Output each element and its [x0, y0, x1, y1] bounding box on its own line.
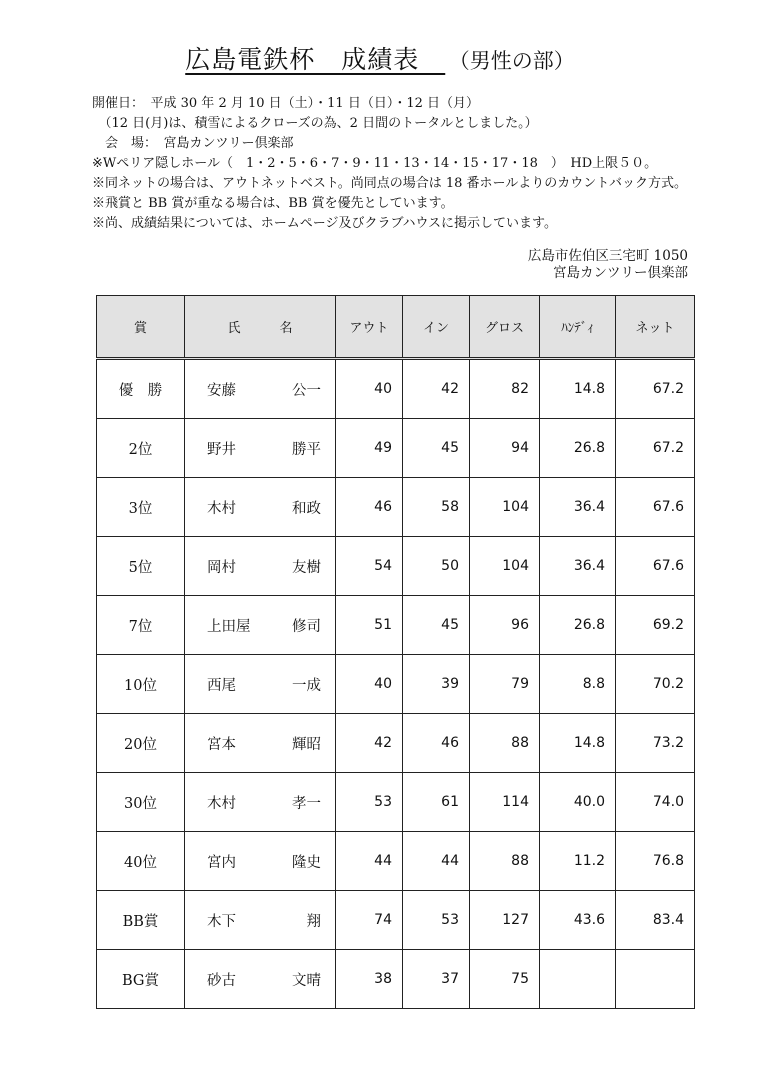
award-cell: 5位	[97, 537, 185, 596]
name-cell	[185, 596, 336, 655]
header-gross: グロス	[470, 296, 540, 359]
header-handicap: ﾊﾝﾃﾞｨ	[540, 296, 616, 359]
name-cell	[185, 891, 336, 950]
in-score: 42	[403, 359, 470, 419]
table-body	[97, 359, 695, 1009]
out-score: 44	[336, 832, 403, 891]
net-score: 67.6	[616, 537, 695, 596]
handicap: 14.8	[540, 714, 616, 773]
in-score: 39	[403, 655, 470, 714]
out-score: 74	[336, 891, 403, 950]
name-cell	[185, 773, 336, 832]
in-score: 45	[403, 596, 470, 655]
table-row	[97, 950, 695, 1009]
in-score: 46	[403, 714, 470, 773]
gross-score: 127	[470, 891, 540, 950]
table-row	[97, 359, 695, 419]
out-score: 40	[336, 655, 403, 714]
given-name: 友樹	[292, 559, 321, 576]
in-score: 45	[403, 419, 470, 478]
table-row	[97, 596, 695, 655]
header-award: 賞	[97, 296, 185, 359]
name-cell	[185, 950, 336, 1009]
net-score: 67.6	[616, 478, 695, 537]
handicap: 14.8	[540, 359, 616, 419]
address-block	[528, 248, 688, 282]
in-score: 53	[403, 891, 470, 950]
handicap: 26.8	[540, 419, 616, 478]
header-out: アウト	[336, 296, 403, 359]
gross-score: 79	[470, 655, 540, 714]
net-score: 76.8	[616, 832, 695, 891]
out-score: 49	[336, 419, 403, 478]
out-score: 53	[336, 773, 403, 832]
net-score: 67.2	[616, 419, 695, 478]
page-title	[0, 40, 760, 76]
table-row	[97, 537, 695, 596]
family-name: 野井	[207, 441, 236, 458]
event-info	[92, 94, 687, 234]
out-score: 38	[336, 950, 403, 1009]
handicap: 26.8	[540, 596, 616, 655]
table-row	[97, 832, 695, 891]
gross-score: 75	[470, 950, 540, 1009]
given-name: 一成	[292, 677, 321, 694]
award-cell: 7位	[97, 596, 185, 655]
family-name: 木村	[207, 795, 236, 812]
gross-score: 82	[470, 359, 540, 419]
out-score: 40	[336, 359, 403, 419]
name-cell	[185, 537, 336, 596]
net-score	[616, 950, 695, 1009]
given-name: 文晴	[292, 972, 321, 989]
handicap: 40.0	[540, 773, 616, 832]
given-name: 和政	[292, 500, 321, 517]
address-line: 広島市佐伯区三宅町 1050	[527, 248, 688, 264]
out-score: 46	[336, 478, 403, 537]
club-name: 宮島カンツリー倶楽部	[553, 265, 688, 281]
net-score: 69.2	[616, 596, 695, 655]
given-name: 勝平	[292, 441, 321, 458]
given-name: 隆史	[292, 854, 321, 871]
info-peria: ※Wペリア隠しホール（ 1・2・5・6・7・9・11・13・14・15・17・18 ） HD上限５０。	[92, 156, 658, 171]
name-cell	[185, 359, 336, 419]
award-cell: 優 勝	[97, 359, 185, 419]
given-name: 孝一	[292, 795, 321, 812]
given-name: 修司	[292, 618, 321, 635]
out-score: 51	[336, 596, 403, 655]
out-score: 42	[336, 714, 403, 773]
name-cell	[185, 832, 336, 891]
family-name: 西尾	[207, 677, 236, 694]
gross-score: 114	[470, 773, 540, 832]
award-cell: BG賞	[97, 950, 185, 1009]
handicap: 8.8	[540, 655, 616, 714]
name-cell	[185, 478, 336, 537]
handicap: 36.4	[540, 537, 616, 596]
table-header-row	[97, 296, 695, 359]
table-row	[97, 773, 695, 832]
out-score: 54	[336, 537, 403, 596]
gross-score: 88	[470, 832, 540, 891]
header-net: ネット	[616, 296, 695, 359]
name-cell	[185, 655, 336, 714]
handicap: 43.6	[540, 891, 616, 950]
info-date: 開催日： 平成 30 年 2 月 10 日（土）・11 日（日）・12 日（月）	[92, 96, 479, 111]
handicap: 36.4	[540, 478, 616, 537]
award-cell: 30位	[97, 773, 185, 832]
info-tiebreak: ※同ネットの場合は、アウトネットベスト。尚同点の場合は 18 番ホールよりのカウントバック方式。	[92, 176, 687, 191]
gross-score: 96	[470, 596, 540, 655]
in-score: 37	[403, 950, 470, 1009]
results-table	[96, 295, 695, 1009]
given-name: 輝昭	[292, 736, 321, 753]
in-score: 58	[403, 478, 470, 537]
title-main: 広島電鉄杯 成績表	[185, 45, 446, 74]
given-name: 公一	[292, 382, 321, 399]
info-posting: ※尚、成績結果については、ホームページ及びクラブハウスに掲示しています。	[92, 216, 558, 231]
table-row	[97, 655, 695, 714]
info-bb-priority: ※飛賞と BB 賞が重なる場合は、BB 賞を優先としています。	[92, 196, 454, 211]
table-row	[97, 714, 695, 773]
name-cell	[185, 714, 336, 773]
award-cell: 40位	[97, 832, 185, 891]
net-score: 67.2	[616, 359, 695, 419]
net-score: 70.2	[616, 655, 695, 714]
family-name: 岡村	[207, 559, 236, 576]
gross-score: 94	[470, 419, 540, 478]
in-score: 44	[403, 832, 470, 891]
net-score: 74.0	[616, 773, 695, 832]
family-name: 木村	[207, 500, 236, 517]
info-note: （12 日(月)は、積雪によるクローズの為、2 日間のトータルとしました。）	[92, 116, 538, 131]
header-name: 氏 名	[185, 296, 336, 359]
award-cell: 2位	[97, 419, 185, 478]
info-venue: 会 場： 宮島カンツリー倶楽部	[92, 136, 294, 151]
family-name: 宮内	[207, 854, 236, 871]
gross-score: 104	[470, 478, 540, 537]
award-cell: BB賞	[97, 891, 185, 950]
family-name: 上田屋	[207, 618, 251, 635]
gross-score: 88	[470, 714, 540, 773]
net-score: 83.4	[616, 891, 695, 950]
title-sub: （男性の部）	[459, 49, 575, 73]
header-in: イン	[403, 296, 470, 359]
family-name: 宮本	[207, 736, 236, 753]
family-name: 砂古	[207, 972, 236, 989]
handicap: 11.2	[540, 832, 616, 891]
handicap	[540, 950, 616, 1009]
award-cell: 10位	[97, 655, 185, 714]
award-cell: 20位	[97, 714, 185, 773]
net-score: 73.2	[616, 714, 695, 773]
family-name: 安藤	[207, 382, 236, 399]
in-score: 61	[403, 773, 470, 832]
table-row	[97, 891, 695, 950]
given-name: 翔	[306, 913, 321, 930]
gross-score: 104	[470, 537, 540, 596]
family-name: 木下	[207, 913, 236, 930]
table-row	[97, 419, 695, 478]
in-score: 50	[403, 537, 470, 596]
table-row	[97, 478, 695, 537]
name-cell	[185, 419, 336, 478]
award-cell: 3位	[97, 478, 185, 537]
